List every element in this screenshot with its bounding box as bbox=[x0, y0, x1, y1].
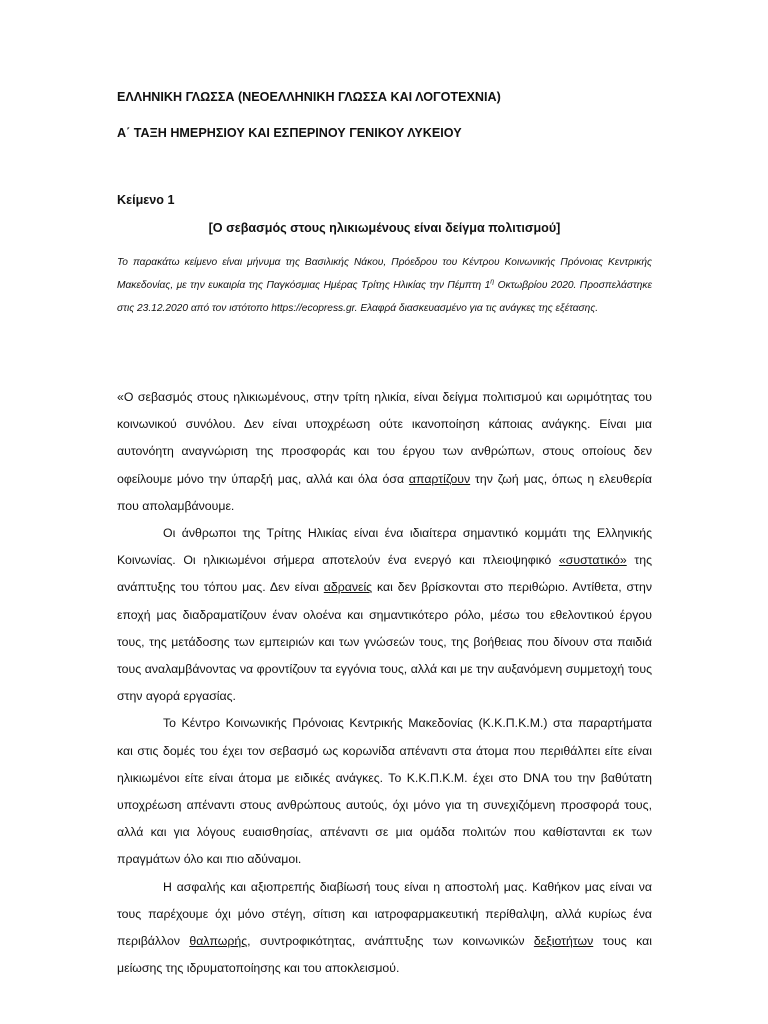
underlined-word: θαλπωρής bbox=[189, 934, 248, 949]
text-title: [Ο σεβασμός στους ηλικιωμένους είναι δείγμα πολιτισμού] bbox=[208, 221, 561, 235]
underlined-word: αδρανείς bbox=[323, 580, 373, 595]
grade-heading: Α΄ ΤΑΞΗ ΗΜΕΡΗΣΙΟΥ ΚΑΙ ΕΣΠΕΡΙΝΟΥ ΓΕΝΙΚΟΥ ΛΥΚΕΙΟΥ bbox=[117, 126, 462, 140]
underlined-word: δεξιοτήτων bbox=[533, 934, 594, 949]
underlined-word: «συστατικό» bbox=[558, 553, 627, 568]
document-page bbox=[117, 0, 652, 1024]
paragraph-1 bbox=[117, 384, 652, 520]
source-note-superscript: η bbox=[490, 278, 495, 286]
body-text bbox=[117, 384, 652, 982]
paragraph-4 bbox=[117, 874, 652, 983]
subject-heading: ΕΛΛΗΝΙΚΗ ΓΛΩΣΣΑ (ΝΕΟΕΛΛΗΝΙΚΗ ΓΛΩΣΣΑ ΚΑΙ ΛΟΓΟΤΕΧΝΙΑ) bbox=[117, 90, 501, 104]
paragraph-2 bbox=[117, 520, 652, 710]
source-note bbox=[117, 251, 652, 321]
source-note-part: Το παρακάτω κείμενο είναι μήνυμα της Βασιλικής Νάκου, Πρόεδρου του Κέντρου Κοινωνικής Πρόνοιας Κεντρικής Μακεδονίας, με την ευκαιρία της Παγκόσμιας Ημέρας Τρίτης Ηλικίας την Πέμπτη 1 bbox=[117, 257, 652, 292]
paragraph-text: Οι άνθρωποι της Τρίτης Ηλικίας είναι ένα ιδιαίτερα σημαντικό κομμάτι της Ελληνικής Κοινωνίας. Οι ηλικιωμένοι σήμερα αποτελούν ένα ενεργό και πλειοψηφικό bbox=[117, 526, 652, 568]
paragraph-text: της ανάπτυξης του τόπου μας. Δεν είναι bbox=[117, 553, 652, 595]
paragraph-text: και δεν βρίσκονται στο περιθώριο. Αντίθετα, στην εποχή μας διαδραματίζουν έναν ολοένα και σημαντικότερο ρόλο, μέσω του εθελοντικού έργου τους, της μετάδοσης των εμπειριών και των γνώσεών τους, της βοήθειας που δίνουν στα παιδιά τους αναλαμβάνοντας να φροντίζουν τα εγγόνια τους, αλλά και με την αυξανόμενη συμμετοχή τους στην αγορά εργασίας. bbox=[117, 580, 652, 704]
paragraph-text: , συντροφικότητας, ανάπτυξης των κοινωνικών bbox=[247, 934, 534, 949]
text-label: Κείμενο 1 bbox=[117, 193, 175, 207]
paragraph-3: Το Κέντρο Κοινωνικής Πρόνοιας Κεντρικής Μακεδονίας (Κ.Κ.Π.Κ.Μ.) στα παραρτήματα και στις δομές του έχει τον σεβασμό ως κορωνίδα απέναντι στα άτομα που περιθάλπει είτε είναι ηλικιωμένοι είτε είναι άτομα με ειδικές ανάγκες. Το Κ.Κ.Π.Κ.Μ. έχει στο DNA του την βαθύτατη υποχρέωση απέναντι στους ανθρώπους αυτούς, όχι μόνο για τη συνεχιζόμενη προσφορά τους, αλλά και για λόγους ευαισθησίας, απέναντι σε μια ομάδα πολιτών που καθίστανται εκ των πραγμάτων όλο και πιο αδύναμοι. bbox=[117, 716, 652, 867]
paragraph-text: Η ασφαλής και αξιοπρεπής διαβίωσή τους είναι η αποστολή μας. Καθήκον μας είναι να τους παρέχουμε όχι μόνο στέγη, σίτιση και ιατροφαρμακευτική περίθαλψη, αλλά κυρίως ένα περιβάλλον bbox=[117, 879, 652, 949]
paragraph-text: τους και μείωσης της ιδρυματοποίησης και του αποκλεισμού. bbox=[117, 934, 652, 976]
source-note-part: Οκτωβρίου 2020. Προσπελάστηκε στις 23.12.2020 από τον ιστότοπο https://ecopress.gr. Ελαφρά διασκευασμένο για τις ανάγκες της εξέτασης. bbox=[117, 280, 652, 315]
paragraph-text: «Ο σεβασμός στους ηλικιωμένους, στην τρίτη ηλικία, είναι δείγμα πολιτισμού και ωριμότητας του κοινωνικού συνόλου. Δεν είναι υποχρέωση ούτε ικανοποίηση κάποιας ανάγκης. Είναι μια αυτονόητη αναγνώριση της προσφοράς και του έργου των ανθρώπων, στους οποίους δεν οφείλουμε μόνο την ύπαρξή μας, αλλά και όλα όσα bbox=[117, 390, 652, 486]
underlined-word: απαρτίζουν bbox=[408, 471, 471, 486]
paragraph-text: την ζωή μας, όπως η ελευθερία που απολαμβάνουμε. bbox=[117, 471, 652, 513]
